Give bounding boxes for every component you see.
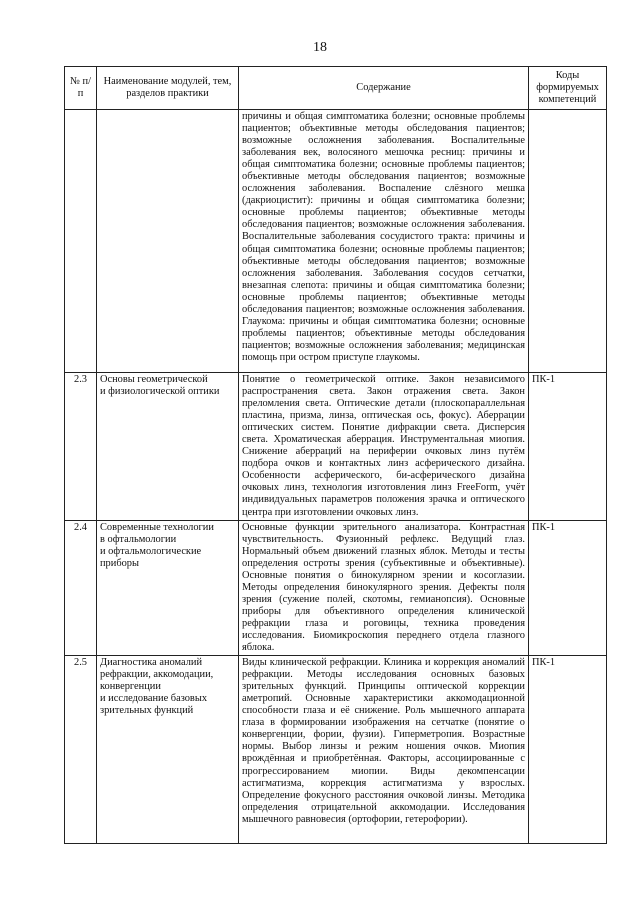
- row-name-line: и физиологической оптики: [100, 386, 220, 398]
- row-content: Понятие о геометрической оптике. Закон независимого распространения света. Закон отражения света. Закон преломления света. Оптические детали (плоскопараллельная пластина, призма, линза, оптическая ось, фокус). Аберрации оптических систем. Понятие дифракции света. Дисперсия света. Хроматическая аберрация. Инструментальная миопия. Снижение аберраций на периферии очковых линз путём подбора очков и контактных линз асферического дизайна. Особенности асферического, би-асферического дизайна очковых линз, технология изготовления линз FreeForm, учёт индивидуальных параметров положения зрачка и оптического центра при изготовлении очковых линз.: [239, 373, 529, 521]
- row-content: Виды клинической рефракции. Клиника и коррекция аномалий рефракции. Методы исследования основных базовых зрительных функций. Принципы оптической коррекции аметропий. Основные характеристики аккомодационной способности глаза и её снижение. Роль мышечного аппарата глаза в формировании изображения на сетчатке (понятие о конвергенции, фории, фузии). Гиперметропия. Возрастные нормы. Выбор линзы и режим ношения очков. Миопия врождённая и приобретённая. Факторы, ассоциированные с прогрессированием миопии. Виды декомпенсации астигматизма, коррекция астигматизма у взрослых. Определение фокусного расстояния очковой линзы. Методика определения отрицательной аккомодации. Исследования мышечного равновесия (ортофории, гетерофории).: [239, 656, 529, 844]
- row-code: ПК-1: [529, 520, 607, 656]
- row-name: [97, 110, 239, 373]
- row-name-line: и офтальмологические: [100, 545, 202, 557]
- row-name-line: Современные технологии: [100, 521, 214, 533]
- row-code: ПК-1: [529, 373, 607, 521]
- row-num: [65, 110, 97, 373]
- row-name: [97, 520, 239, 656]
- program-table: [64, 66, 607, 844]
- row-code: [529, 110, 607, 373]
- table-row: [65, 656, 607, 844]
- table-row: [65, 110, 607, 373]
- row-name: [97, 373, 239, 521]
- header-codes: Коды формируемых компетенций: [529, 67, 607, 110]
- page-number: 18: [313, 40, 327, 55]
- row-content: Основные функции зрительного анализатора. Контрастная чувствительность. Фузионный рефлекс. Ведущий глаз. Нормальный объем движений глазных яблок. Методы и тесты определения остроты зрения (субъективные и объективные). Основные понятия о бинокулярном зрении и косоглазии. Методы определения бинокулярного зрения. Дефекты поля зрения (сужение полей, скотомы, гемианопсия). Основные приборы для объективного определения клинической рефракции глаза и роговицы, техника проведения исследования. Биомикроскопия переднего отдела глазного яблока.: [239, 520, 529, 656]
- row-name-line: приборы: [100, 557, 139, 569]
- row-name: [97, 656, 239, 844]
- row-name-line: Основы геометрической: [100, 374, 208, 385]
- table-row: [65, 373, 607, 521]
- row-content: причины и общая симптоматика болезни; основные проблемы пациентов; объективные методы обследования пациентов; возможные осложнения заболевания. Воспалительные заболевания век, волосяного мешочка ресниц: причины и общая симптоматика болезни; основные проблемы пациентов; объективные методы обследования пациентов; возможные осложнения заболевания. Воспаление слёзного мешка (дакриоцистит): причины и общая симптоматика болезни; основные проблемы пациентов; объективные методы обследования пациентов; возможные осложнения заболевания. Воспалительные заболевания сосудистого тракта: причины и общая симптоматика болезни; основные проблемы пациентов; объективные методы обследования пациентов; возможные осложнения заболевания. Заболевания сосудов сетчатки, внезапная слепота: причины и общая симптоматика болезни; основные проблемы пациентов; объективные методы обследования пациентов; возможные осложнения заболевания. Глаукома: причины и общая симптоматика болезни; основные проблемы пациентов; объективные методы обследования пациентов; возможные осложнения заболевания; медицинская помощь при остром приступе глаукомы.: [239, 110, 529, 373]
- row-name-line: рефракции, аккомодации,: [100, 669, 214, 681]
- header-name: Наименование модулей, тем, разделов практики: [97, 67, 239, 110]
- header-num: № п/п: [65, 67, 97, 110]
- row-name-line: Диагностика аномалий: [100, 657, 203, 669]
- row-num: 2.4: [65, 520, 97, 656]
- table-header-row: [65, 67, 607, 110]
- header-content: Содержание: [239, 67, 529, 110]
- row-name-line: и исследование базовых: [100, 693, 208, 705]
- row-num: 2.3: [65, 373, 97, 521]
- row-num: 2.5: [65, 656, 97, 844]
- row-name-line: в офтальмологии: [100, 533, 177, 545]
- row-code: ПК-1: [529, 656, 607, 844]
- table-row: [65, 520, 607, 656]
- row-name-line: зрительных функций: [100, 705, 194, 717]
- row-name-line: конвергенции: [100, 681, 161, 693]
